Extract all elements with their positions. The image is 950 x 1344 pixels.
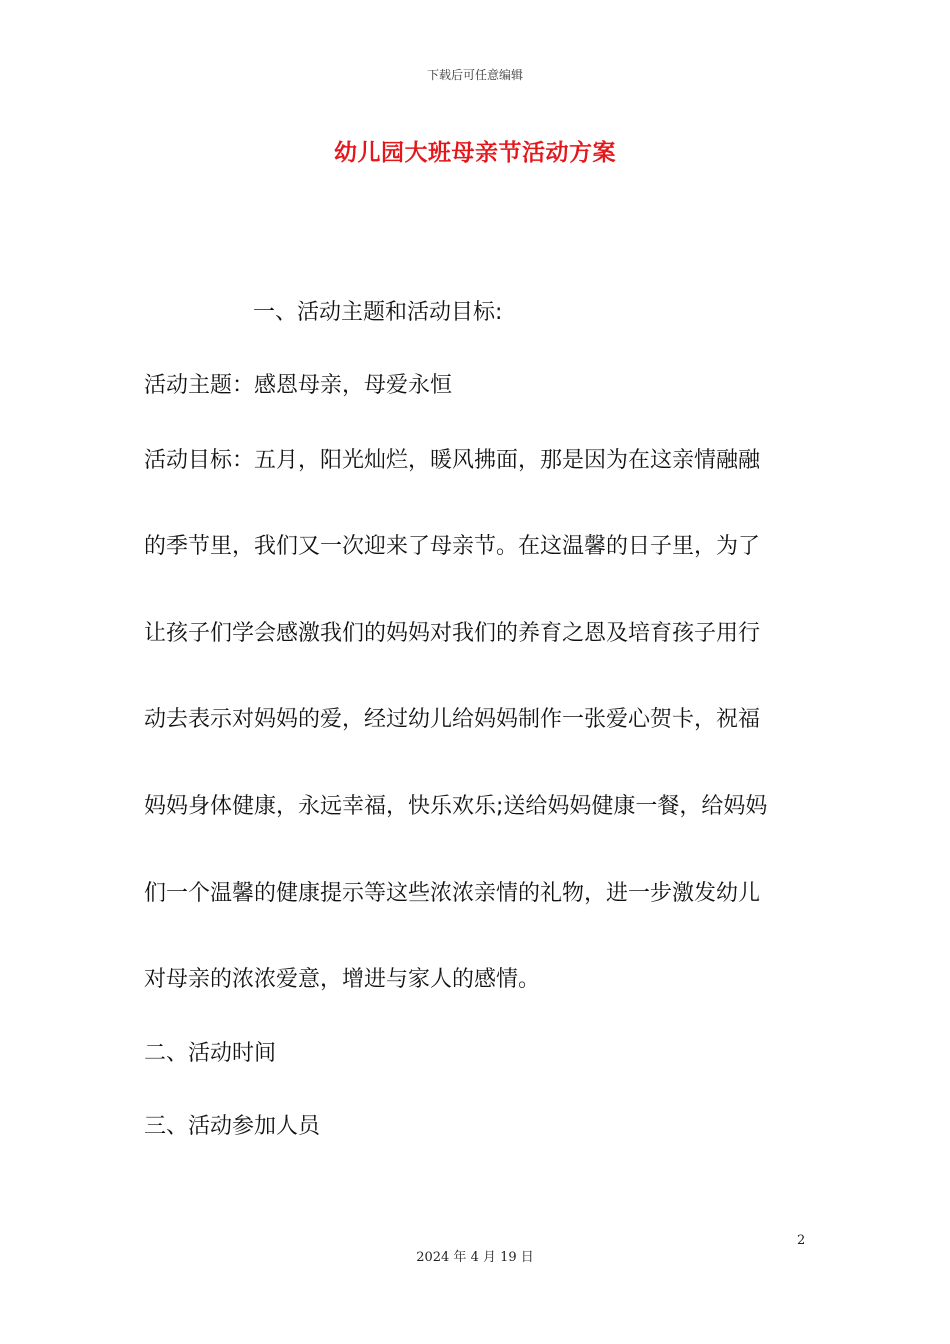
header-note: 下载后可任意编辑: [426, 68, 523, 82]
goal-line-4: 动去表示对妈妈的爱，经过幼儿给妈妈制作一张爱心贺卡，祝福: [144, 707, 761, 732]
goal-line-1: 活动目标：五月，阳光灿烂，暖风拂面，那是因为在这亲情融融: [144, 448, 761, 473]
section3-heading: 三、活动参加人员: [144, 1114, 321, 1139]
page-number: 2: [797, 1233, 806, 1248]
footer-date: 2024 年 4 月 19 日: [416, 1250, 534, 1265]
goal-line-7: 对母亲的浓浓爱意，增进与家人的感情。: [144, 967, 541, 992]
goal-line-5: 妈妈身体健康，永远幸福，快乐欢乐;送给妈妈健康一餐，给妈妈: [144, 794, 768, 819]
goal-line-2: 的季节里，我们又一次迎来了母亲节。在这温馨的日子里，为了: [144, 534, 761, 559]
theme-line: 活动主题：感恩母亲，母爱永恒: [144, 373, 453, 398]
goal-line-3: 让孩子们学会感激我们的妈妈对我们的养育之恩及培育孩子用行: [144, 621, 761, 646]
section2-heading: 二、活动时间: [144, 1041, 277, 1066]
section1-heading: 一、活动主题和活动目标:: [253, 300, 503, 325]
goal-line-6: 们一个温馨的健康提示等这些浓浓亲情的礼物，进一步激发幼儿: [144, 881, 761, 906]
document-title: 幼儿园大班母亲节活动方案: [334, 140, 616, 166]
